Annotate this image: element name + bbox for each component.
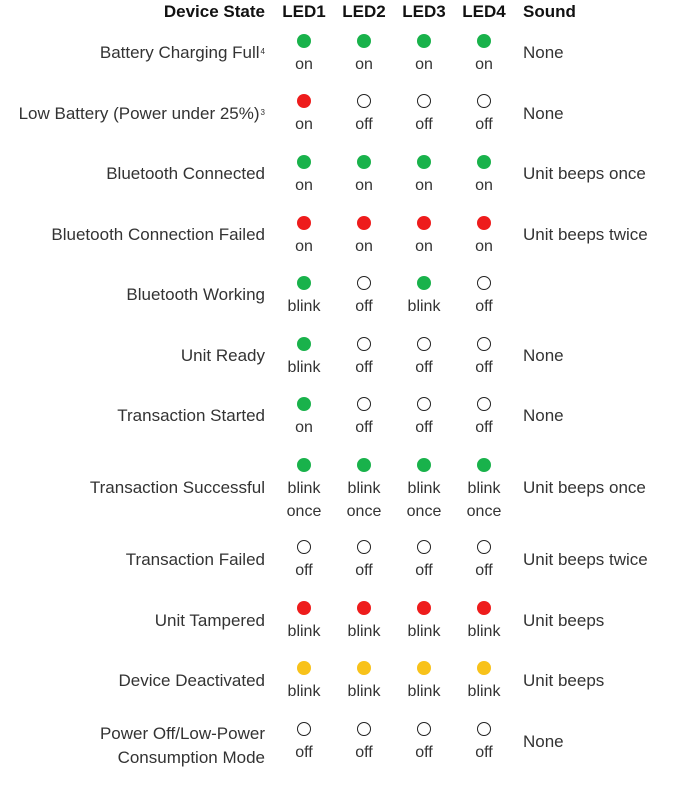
led-status-text: [394, 295, 454, 318]
led2-cell: [334, 601, 394, 643]
led-yellow-indicator-icon: [357, 661, 371, 675]
led-status-text: [274, 174, 334, 197]
led-status-text: [454, 680, 514, 703]
led2-cell: [334, 94, 394, 136]
led4-cell: [454, 397, 514, 439]
led-status-text: [334, 477, 394, 523]
device-state-label: [0, 404, 265, 428]
led-green-indicator-icon: [417, 155, 431, 169]
device-state-label: [0, 102, 265, 126]
led3-cell: [394, 276, 454, 318]
led-off-indicator-icon: [357, 276, 371, 290]
led-status-line2: once: [466, 503, 502, 520]
led-status-line1: on: [415, 177, 433, 194]
device-state-text: Bluetooth Connection Failed: [51, 225, 265, 244]
led3-cell: [394, 458, 454, 523]
led-red-indicator-icon: [417, 601, 431, 615]
led-status-line1: blink: [347, 623, 381, 640]
led-status-text: [334, 680, 394, 703]
led-status-line1: blink: [287, 359, 321, 376]
led1-cell: [274, 722, 334, 764]
led-status-line1: off: [415, 419, 433, 436]
led-green-indicator-icon: [357, 458, 371, 472]
led4-cell: [454, 661, 514, 703]
led-status-line1: on: [475, 177, 493, 194]
led-status-line1: off: [415, 359, 433, 376]
led2-cell: [334, 540, 394, 582]
led-status-line1: on: [355, 56, 373, 73]
led3-cell: [394, 94, 454, 136]
led-status-text: [394, 356, 454, 379]
header-device-state: Device State: [163, 2, 265, 21]
led1-cell: [274, 276, 334, 318]
sound-label: Unit beeps twice: [523, 550, 648, 569]
led-status-text: [334, 174, 394, 197]
led-status-line1: blink: [467, 683, 501, 700]
led-status-text: [274, 559, 334, 582]
led-status-line1: off: [295, 562, 313, 579]
led-status-text: [454, 559, 514, 582]
led-red-indicator-icon: [297, 601, 311, 615]
device-state-label: [0, 162, 265, 186]
led-off-indicator-icon: [357, 94, 371, 108]
device-state-label: [0, 476, 265, 500]
device-state-label: [0, 669, 265, 693]
device-state-label: [0, 609, 265, 633]
led-status-line1: off: [475, 116, 493, 133]
led-status-text: [394, 113, 454, 136]
led-status-line1: off: [475, 419, 493, 436]
led-status-line1: on: [295, 56, 313, 73]
led-status-text: [394, 620, 454, 643]
led-status-line1: off: [355, 298, 373, 315]
sound-label: Unit beeps once: [523, 478, 646, 497]
led3-cell: [394, 337, 454, 379]
led-status-line1: off: [295, 744, 313, 761]
led-status-text: [274, 620, 334, 643]
led-status-text: [334, 416, 394, 439]
led-status-line1: blink: [347, 683, 381, 700]
led-off-indicator-icon: [417, 540, 431, 554]
led-status-text: [274, 235, 334, 258]
device-state-text: Unit Ready: [180, 346, 265, 365]
led-green-indicator-icon: [477, 155, 491, 169]
led-yellow-indicator-icon: [477, 661, 491, 675]
sound-label: None: [523, 406, 564, 425]
led4-cell: [454, 94, 514, 136]
led-red-indicator-icon: [357, 601, 371, 615]
sound-label: Unit beeps once: [523, 164, 646, 183]
led-status-line1: blink: [287, 623, 321, 640]
led-status-text: [394, 680, 454, 703]
led1-cell: [274, 337, 334, 379]
led-status-line1: off: [415, 116, 433, 133]
led-status-text: [334, 620, 394, 643]
led2-cell: [334, 216, 394, 258]
device-state-label: [0, 41, 265, 65]
led-status-text: [334, 295, 394, 318]
led4-cell: [454, 722, 514, 764]
led4-cell: [454, 601, 514, 643]
led-status-line1: off: [475, 744, 493, 761]
led-green-indicator-icon: [297, 155, 311, 169]
sound-label: Unit beeps: [523, 611, 605, 630]
device-state-text: Transaction Successful: [89, 478, 265, 497]
led-status-line1: off: [415, 562, 433, 579]
led-green-indicator-icon: [297, 337, 311, 351]
led-status-text: [454, 295, 514, 318]
led-status-line1: off: [475, 298, 493, 315]
led-status-text: [454, 416, 514, 439]
led-status-line1: off: [355, 562, 373, 579]
device-state-text: Transaction Started: [117, 406, 265, 425]
sound-label: Unit beeps twice: [523, 225, 648, 244]
led-status-line1: blink: [287, 683, 321, 700]
led1-cell: [274, 216, 334, 258]
led3-cell: [394, 661, 454, 703]
device-state-text: Low Battery (Power under 25%): [18, 104, 260, 123]
led2-cell: [334, 397, 394, 439]
led-status-text: [334, 741, 394, 764]
led-status-text: [394, 174, 454, 197]
led-status-text: [334, 113, 394, 136]
led-red-indicator-icon: [417, 216, 431, 230]
led-red-indicator-icon: [357, 216, 371, 230]
led-green-indicator-icon: [477, 458, 491, 472]
header-led4: LED4: [462, 2, 506, 21]
led-off-indicator-icon: [357, 540, 371, 554]
led3-cell: [394, 216, 454, 258]
led-status-text: [274, 680, 334, 703]
led-status-line1: on: [295, 177, 313, 194]
led2-cell: [334, 722, 394, 764]
led-status-line1: off: [355, 359, 373, 376]
led1-cell: [274, 601, 334, 643]
device-state-text: Bluetooth Connected: [106, 164, 265, 183]
led-status-line1: on: [295, 238, 313, 255]
led3-cell: [394, 601, 454, 643]
footnote-marker: 4: [260, 47, 265, 56]
led-status-text: [454, 53, 514, 76]
led-off-indicator-icon: [417, 94, 431, 108]
led-status-text: [394, 235, 454, 258]
led-status-text: [274, 295, 334, 318]
led-status-line1: on: [415, 238, 433, 255]
device-state-label: [0, 722, 265, 770]
led-status-line2: once: [346, 503, 382, 520]
led4-cell: [454, 276, 514, 318]
led1-cell: [274, 397, 334, 439]
led1-cell: [274, 458, 334, 523]
device-state-text: Unit Tampered: [154, 611, 265, 630]
device-state-text-line2: Consumption Mode: [117, 748, 265, 767]
led-status-text: [274, 416, 334, 439]
led-green-indicator-icon: [297, 276, 311, 290]
led-status-line1: on: [295, 419, 313, 436]
led-status-line1: blink: [407, 298, 441, 315]
led-status-text: [454, 477, 514, 523]
device-state-label: [0, 283, 265, 307]
led-status-line1: blink: [347, 480, 381, 497]
led-off-indicator-icon: [477, 540, 491, 554]
led1-cell: [274, 155, 334, 197]
led-status-text: [454, 741, 514, 764]
led-status-line2: once: [286, 503, 322, 520]
device-state-text: Device Deactivated: [118, 671, 265, 690]
led1-cell: [274, 540, 334, 582]
led3-cell: [394, 397, 454, 439]
led-status-text: [274, 741, 334, 764]
led3-cell: [394, 34, 454, 76]
led-status-line1: on: [475, 56, 493, 73]
led-status-text: [394, 559, 454, 582]
led-green-indicator-icon: [417, 458, 431, 472]
led-off-indicator-icon: [477, 397, 491, 411]
led2-cell: [334, 155, 394, 197]
led-status-line1: off: [475, 359, 493, 376]
led-status-text: [274, 113, 334, 136]
led1-cell: [274, 661, 334, 703]
led-status-text: [334, 559, 394, 582]
led-yellow-indicator-icon: [417, 661, 431, 675]
led-status-text: [394, 477, 454, 523]
led-status-text: [334, 356, 394, 379]
led-status-text: [454, 174, 514, 197]
device-state-text: Power Off/Low-Power: [99, 724, 265, 743]
led-status-line1: off: [355, 419, 373, 436]
led-status-text: [454, 235, 514, 258]
led-status-text: [334, 235, 394, 258]
led-off-indicator-icon: [477, 94, 491, 108]
device-state-label: [0, 344, 265, 368]
led-red-indicator-icon: [297, 94, 311, 108]
led1-cell: [274, 94, 334, 136]
led-off-indicator-icon: [357, 722, 371, 736]
led-off-indicator-icon: [477, 337, 491, 351]
led-status-line1: on: [355, 177, 373, 194]
led1-cell: [274, 34, 334, 76]
sound-label: None: [523, 43, 564, 62]
led-status-line1: off: [355, 116, 373, 133]
device-state-text: Battery Charging Full: [99, 43, 260, 62]
led-status-line1: blink: [287, 480, 321, 497]
led-status-line2: once: [406, 503, 442, 520]
led-off-indicator-icon: [357, 337, 371, 351]
header-led1: LED1: [282, 2, 326, 21]
led-yellow-indicator-icon: [297, 661, 311, 675]
led-green-indicator-icon: [477, 34, 491, 48]
led-off-indicator-icon: [357, 397, 371, 411]
sound-label: None: [523, 104, 564, 123]
sound-label: Unit beeps: [523, 671, 605, 690]
led-status-text: [454, 620, 514, 643]
device-state-label: [0, 548, 265, 572]
led3-cell: [394, 540, 454, 582]
led-status-line1: off: [355, 744, 373, 761]
led-off-indicator-icon: [417, 397, 431, 411]
led2-cell: [334, 276, 394, 318]
led-status-line1: blink: [467, 623, 501, 640]
led2-cell: [334, 458, 394, 523]
led4-cell: [454, 458, 514, 523]
led-status-text: [334, 53, 394, 76]
led-off-indicator-icon: [297, 540, 311, 554]
led-status-text: [274, 53, 334, 76]
led4-cell: [454, 540, 514, 582]
led-status-text: [394, 741, 454, 764]
led-status-line1: blink: [467, 480, 501, 497]
led3-cell: [394, 722, 454, 764]
device-state-text: Bluetooth Working: [126, 285, 265, 304]
led-status-line1: on: [355, 238, 373, 255]
led-status-line1: blink: [407, 480, 441, 497]
led-status-line1: blink: [407, 623, 441, 640]
led-green-indicator-icon: [297, 397, 311, 411]
led4-cell: [454, 216, 514, 258]
header-sound: Sound: [523, 2, 576, 21]
device-state-text: Transaction Failed: [125, 550, 265, 569]
led-off-indicator-icon: [297, 722, 311, 736]
led4-cell: [454, 34, 514, 76]
device-state-label: [0, 223, 265, 247]
led-green-indicator-icon: [297, 34, 311, 48]
led-status-text: [454, 356, 514, 379]
led-green-indicator-icon: [297, 458, 311, 472]
led-red-indicator-icon: [477, 601, 491, 615]
led3-cell: [394, 155, 454, 197]
led-red-indicator-icon: [297, 216, 311, 230]
led-status-text: [454, 113, 514, 136]
led-off-indicator-icon: [477, 722, 491, 736]
led-off-indicator-icon: [477, 276, 491, 290]
led-status-line1: off: [475, 562, 493, 579]
led2-cell: [334, 661, 394, 703]
led-status-line1: on: [295, 116, 313, 133]
led4-cell: [454, 337, 514, 379]
sound-label: None: [523, 346, 564, 365]
sound-label: None: [523, 732, 564, 751]
led2-cell: [334, 337, 394, 379]
led-off-indicator-icon: [417, 722, 431, 736]
led2-cell: [334, 34, 394, 76]
led-green-indicator-icon: [357, 155, 371, 169]
led-status-text: [274, 356, 334, 379]
led-status-line1: on: [475, 238, 493, 255]
led-status-line1: blink: [407, 683, 441, 700]
led-red-indicator-icon: [477, 216, 491, 230]
led-status-text: [394, 416, 454, 439]
led-status-line1: on: [415, 56, 433, 73]
led-green-indicator-icon: [417, 276, 431, 290]
led-status-line1: blink: [287, 298, 321, 315]
led-status-line1: off: [415, 744, 433, 761]
footnote-marker: 3: [260, 108, 265, 117]
led4-cell: [454, 155, 514, 197]
led-green-indicator-icon: [357, 34, 371, 48]
led-off-indicator-icon: [417, 337, 431, 351]
led-status-text: [394, 53, 454, 76]
header-led3: LED3: [402, 2, 446, 21]
led-green-indicator-icon: [417, 34, 431, 48]
led-status-text: [274, 477, 334, 523]
header-led2: LED2: [342, 2, 386, 21]
